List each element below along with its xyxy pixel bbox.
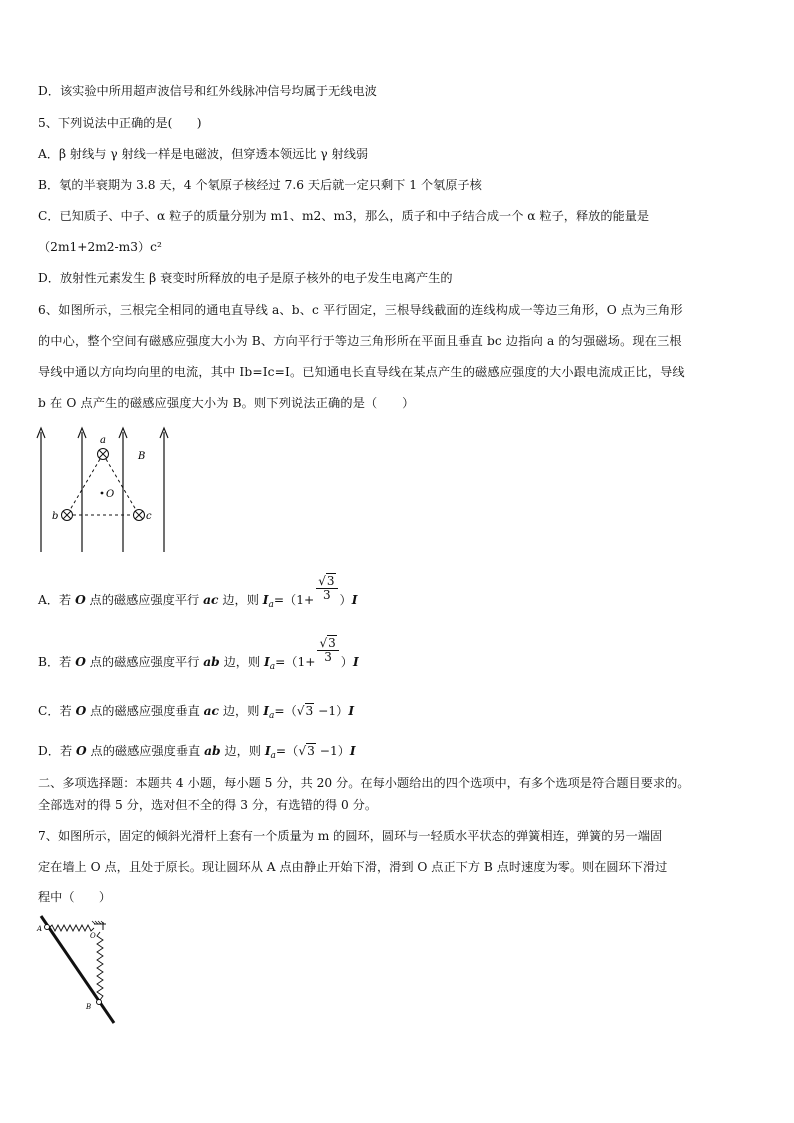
q6-figure bbox=[34, 426, 184, 556]
label-o: O bbox=[106, 489, 115, 500]
center-point-o bbox=[101, 492, 104, 495]
q6-stem-line3: 导线中通以方向均向里的电流，其中 Ib=Ic=I。已知通电长直导线在某点产生的磁感应强度的大小跟电流成正比，导线 bbox=[38, 365, 685, 379]
q6-stem-line1: 6、如图所示，三根完全相同的通电直导线 a、b、c 平行固定，三根导线截面的连线构成一等边三角形，O 点为三角形 bbox=[38, 303, 683, 317]
vertical-spring bbox=[97, 932, 103, 1000]
label-c: c bbox=[146, 511, 152, 522]
q7-figure bbox=[34, 912, 124, 1027]
q6-option-b: B．若 O 点的磁感应强度平行 ab 边，则 $I_a=(1+$ $\frac{√3}{3}$ ）I bbox=[38, 636, 359, 672]
q6-option-c: C．若 O 点的磁感应强度垂直 ac 边，则 $I_a=(√3 -1)I$ bbox=[38, 704, 355, 721]
horizontal-spring bbox=[49, 925, 94, 931]
q5-option-b: B．氡的半衰期为 3.8 天，4 个氡原子核经过 7.6 天后就一定只剩下 1 个氡原子核 bbox=[38, 178, 482, 192]
section2-line2: 全部选对的得 5 分，选对但不全的得 3 分，有选错的得 0 分。 bbox=[38, 798, 378, 812]
q5-stem: 5、下列说法中正确的是( ) bbox=[38, 116, 202, 130]
label-field-b: B bbox=[138, 451, 146, 462]
q5-option-a: A．β 射线与 γ 射线一样是电磁波，但穿透本领远比 γ 射线弱 bbox=[38, 147, 369, 161]
label-o-point: O bbox=[90, 932, 96, 940]
label-a-point: A bbox=[37, 925, 43, 933]
q5-option-c-line2: （2m1+2m2-m3）c² bbox=[38, 240, 162, 254]
q6-stem-line4: b 在 O 点产生的磁感应强度大小为 B。则下列说法正确的是（ ） bbox=[38, 396, 415, 410]
q7-stem-line2: 定在墙上 O 点，且处于原长。现让圆环从 A 点由静止开始下滑，滑到 O 点正下方 B 点时速度为零。则在圆环下滑过 bbox=[38, 860, 668, 874]
wire-a-symbol bbox=[98, 449, 109, 460]
q7-stem-line1: 7、如图所示，固定的倾斜光滑杆上套有一个质量为 m 的圆环，圆环与一轻质水平状态的弹簧相连，弹簧的另一端固 bbox=[38, 829, 663, 843]
ring-a bbox=[45, 925, 50, 930]
ring-b bbox=[97, 1000, 102, 1005]
section2-line1: 二、多项选择题：本题共 4 小题，每小题 5 分，共 20 分。在每小题给出的四个选项中，有多个选项是符合题目要求的。 bbox=[38, 776, 690, 790]
q5-option-c-line1: C．已知质子、中子、α 粒子的质量分别为 m1、m2、m3，那么，质子和中子结合成一个 α 粒子，释放的能量是 bbox=[38, 209, 650, 223]
prev-option-d: D．该实验中所用超声波信号和红外线脉冲信号均属于无线电波 bbox=[38, 84, 377, 98]
q6-option-a: A．若 O 点的磁感应强度平行 ac 边，则 $I_a=(1+$ $\frac{√3}{3}$ ）I bbox=[38, 574, 358, 610]
label-b-point: B bbox=[86, 1003, 92, 1011]
label-a: a bbox=[100, 435, 106, 446]
q6-stem-line2: 的中心，整个空间有磁感应强度大小为 B、方向平行于等边三角形所在平面且垂直 bc 边指向 a 的匀强磁场。现在三根 bbox=[38, 334, 682, 348]
wire-c-symbol bbox=[134, 510, 145, 521]
inclined-rod bbox=[41, 916, 114, 1023]
label-b: b bbox=[52, 511, 59, 522]
q5-option-d: D．放射性元素发生 β 衰变时所释放的电子是原子核外的电子发生电离产生的 bbox=[38, 271, 453, 285]
wire-b-symbol bbox=[62, 510, 73, 521]
q7-stem-line3: 程中（ ） bbox=[38, 890, 112, 904]
q6-option-d: D．若 O 点的磁感应强度垂直 ab 边，则 $I_a=(√3 -1)I$ bbox=[38, 744, 356, 761]
